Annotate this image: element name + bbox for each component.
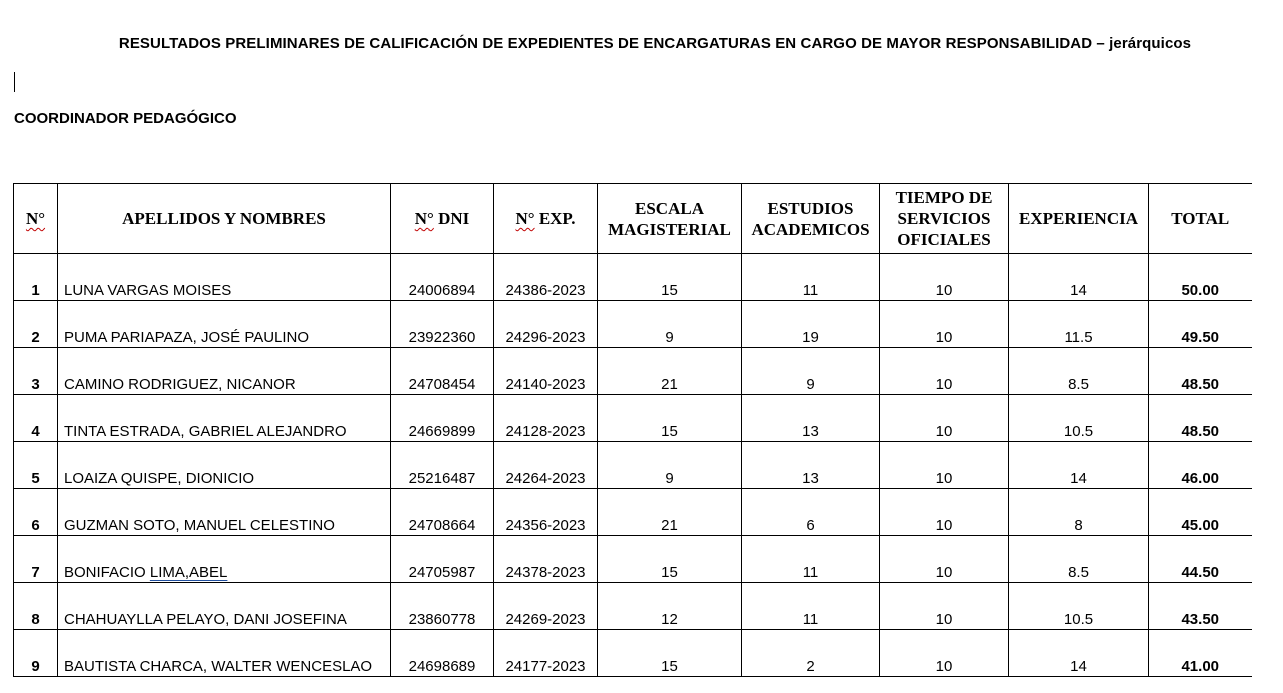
- table-row: [14, 301, 1252, 348]
- cell-dni: 24698689: [391, 630, 494, 677]
- cell-estudios: 19: [742, 301, 880, 348]
- cell-exp: 24269-2023: [494, 583, 598, 630]
- header-exp: N° EXP.: [494, 184, 598, 254]
- cell-exp: 24264-2023: [494, 442, 598, 489]
- cell-name: TINTA ESTRADA, GABRIEL ALEJANDRO: [58, 395, 391, 442]
- cell-dni: 23922360: [391, 301, 494, 348]
- cell-total: 46.00: [1149, 442, 1252, 489]
- cell-experiencia: 8.5: [1009, 536, 1149, 583]
- table-row: [14, 254, 1252, 301]
- cell-num: 7: [14, 536, 58, 583]
- cell-escala: 12: [598, 583, 742, 630]
- cell-num: 8: [14, 583, 58, 630]
- cell-total: 44.50: [1149, 536, 1252, 583]
- table-header-row: [14, 184, 1252, 254]
- cell-escala: 15: [598, 536, 742, 583]
- cell-estudios: 11: [742, 254, 880, 301]
- cell-name: LUNA VARGAS MOISES: [58, 254, 391, 301]
- cell-exp: 24378-2023: [494, 536, 598, 583]
- cell-dni: 24708454: [391, 348, 494, 395]
- cell-num: 1: [14, 254, 58, 301]
- header-estudios: ESTUDIOS ACADEMICOS: [742, 184, 880, 254]
- cell-dni: 24006894: [391, 254, 494, 301]
- cell-name: GUZMAN SOTO, MANUEL CELESTINO: [58, 489, 391, 536]
- cell-tiempo: 10: [880, 442, 1009, 489]
- cell-estudios: 13: [742, 442, 880, 489]
- cell-name: CHAHUAYLLA PELAYO, DANI JOSEFINA: [58, 583, 391, 630]
- document-title: RESULTADOS PRELIMINARES DE CALIFICACIÓN DE EXPEDIENTES DE ENCARGATURAS EN CARGO DE MAYOR RESPONSABILIDAD – jerárquicos: [118, 35, 1192, 52]
- cell-tiempo: 10: [880, 254, 1009, 301]
- cell-dni: 25216487: [391, 442, 494, 489]
- cell-total: 45.00: [1149, 489, 1252, 536]
- cell-experiencia: 10.5: [1009, 583, 1149, 630]
- header-experiencia: EXPERIENCIA: [1009, 184, 1149, 254]
- cell-escala: 21: [598, 348, 742, 395]
- cell-tiempo: 10: [880, 630, 1009, 677]
- cell-name: BAUTISTA CHARCA, WALTER WENCESLAO: [58, 630, 391, 677]
- cell-escala: 15: [598, 395, 742, 442]
- cell-num: 9: [14, 630, 58, 677]
- cell-escala: 9: [598, 442, 742, 489]
- cell-num: 2: [14, 301, 58, 348]
- cell-exp: 24177-2023: [494, 630, 598, 677]
- header-name: APELLIDOS Y NOMBRES: [58, 184, 391, 254]
- header-dni: N° DNI: [391, 184, 494, 254]
- text-cursor: [14, 72, 15, 92]
- cell-estudios: 11: [742, 583, 880, 630]
- cell-total: 49.50: [1149, 301, 1252, 348]
- cell-tiempo: 10: [880, 395, 1009, 442]
- cell-escala: 15: [598, 254, 742, 301]
- cell-dni: 24705987: [391, 536, 494, 583]
- header-escala: ESCALA MAGISTERIAL: [598, 184, 742, 254]
- cell-total: 50.00: [1149, 254, 1252, 301]
- header-num: N°: [14, 184, 58, 254]
- cell-estudios: 2: [742, 630, 880, 677]
- cell-total: 48.50: [1149, 348, 1252, 395]
- cell-tiempo: 10: [880, 583, 1009, 630]
- cell-name: BONIFACIO LIMA,ABEL: [58, 536, 391, 583]
- cell-name: CAMINO RODRIGUEZ, NICANOR: [58, 348, 391, 395]
- cell-estudios: 6: [742, 489, 880, 536]
- cell-exp: 24356-2023: [494, 489, 598, 536]
- cell-exp: 24296-2023: [494, 301, 598, 348]
- cell-num: 4: [14, 395, 58, 442]
- cell-dni: 24708664: [391, 489, 494, 536]
- cell-experiencia: 8: [1009, 489, 1149, 536]
- cell-experiencia: 11.5: [1009, 301, 1149, 348]
- cell-experiencia: 14: [1009, 254, 1149, 301]
- table-row: [14, 630, 1252, 677]
- table-row: [14, 442, 1252, 489]
- cell-escala: 9: [598, 301, 742, 348]
- cell-total: 41.00: [1149, 630, 1252, 677]
- cell-dni: 23860778: [391, 583, 494, 630]
- section-subtitle: COORDINADOR PEDAGÓGICO: [14, 110, 237, 127]
- table-row: [14, 536, 1252, 583]
- table-row: [14, 395, 1252, 442]
- cell-num: 5: [14, 442, 58, 489]
- header-tiempo: TIEMPO DE SERVICIOS OFICIALES: [880, 184, 1009, 254]
- cell-name: LOAIZA QUISPE, DIONICIO: [58, 442, 391, 489]
- results-table: [13, 183, 1252, 677]
- cell-tiempo: 10: [880, 301, 1009, 348]
- cell-experiencia: 8.5: [1009, 348, 1149, 395]
- cell-total: 48.50: [1149, 395, 1252, 442]
- table-row: [14, 583, 1252, 630]
- cell-total: 43.50: [1149, 583, 1252, 630]
- cell-escala: 15: [598, 630, 742, 677]
- cell-escala: 21: [598, 489, 742, 536]
- cell-estudios: 11: [742, 536, 880, 583]
- cell-name: PUMA PARIAPAZA, JOSÉ PAULINO: [58, 301, 391, 348]
- cell-exp: 24386-2023: [494, 254, 598, 301]
- header-total: TOTAL: [1149, 184, 1252, 254]
- cell-num: 3: [14, 348, 58, 395]
- cell-exp: 24128-2023: [494, 395, 598, 442]
- table-row: [14, 489, 1252, 536]
- cell-tiempo: 10: [880, 536, 1009, 583]
- cell-dni: 24669899: [391, 395, 494, 442]
- table-row: [14, 348, 1252, 395]
- cell-exp: 24140-2023: [494, 348, 598, 395]
- cell-experiencia: 14: [1009, 442, 1149, 489]
- cell-tiempo: 10: [880, 348, 1009, 395]
- cell-experiencia: 14: [1009, 630, 1149, 677]
- cell-estudios: 9: [742, 348, 880, 395]
- cell-num: 6: [14, 489, 58, 536]
- cell-experiencia: 10.5: [1009, 395, 1149, 442]
- cell-tiempo: 10: [880, 489, 1009, 536]
- cell-estudios: 13: [742, 395, 880, 442]
